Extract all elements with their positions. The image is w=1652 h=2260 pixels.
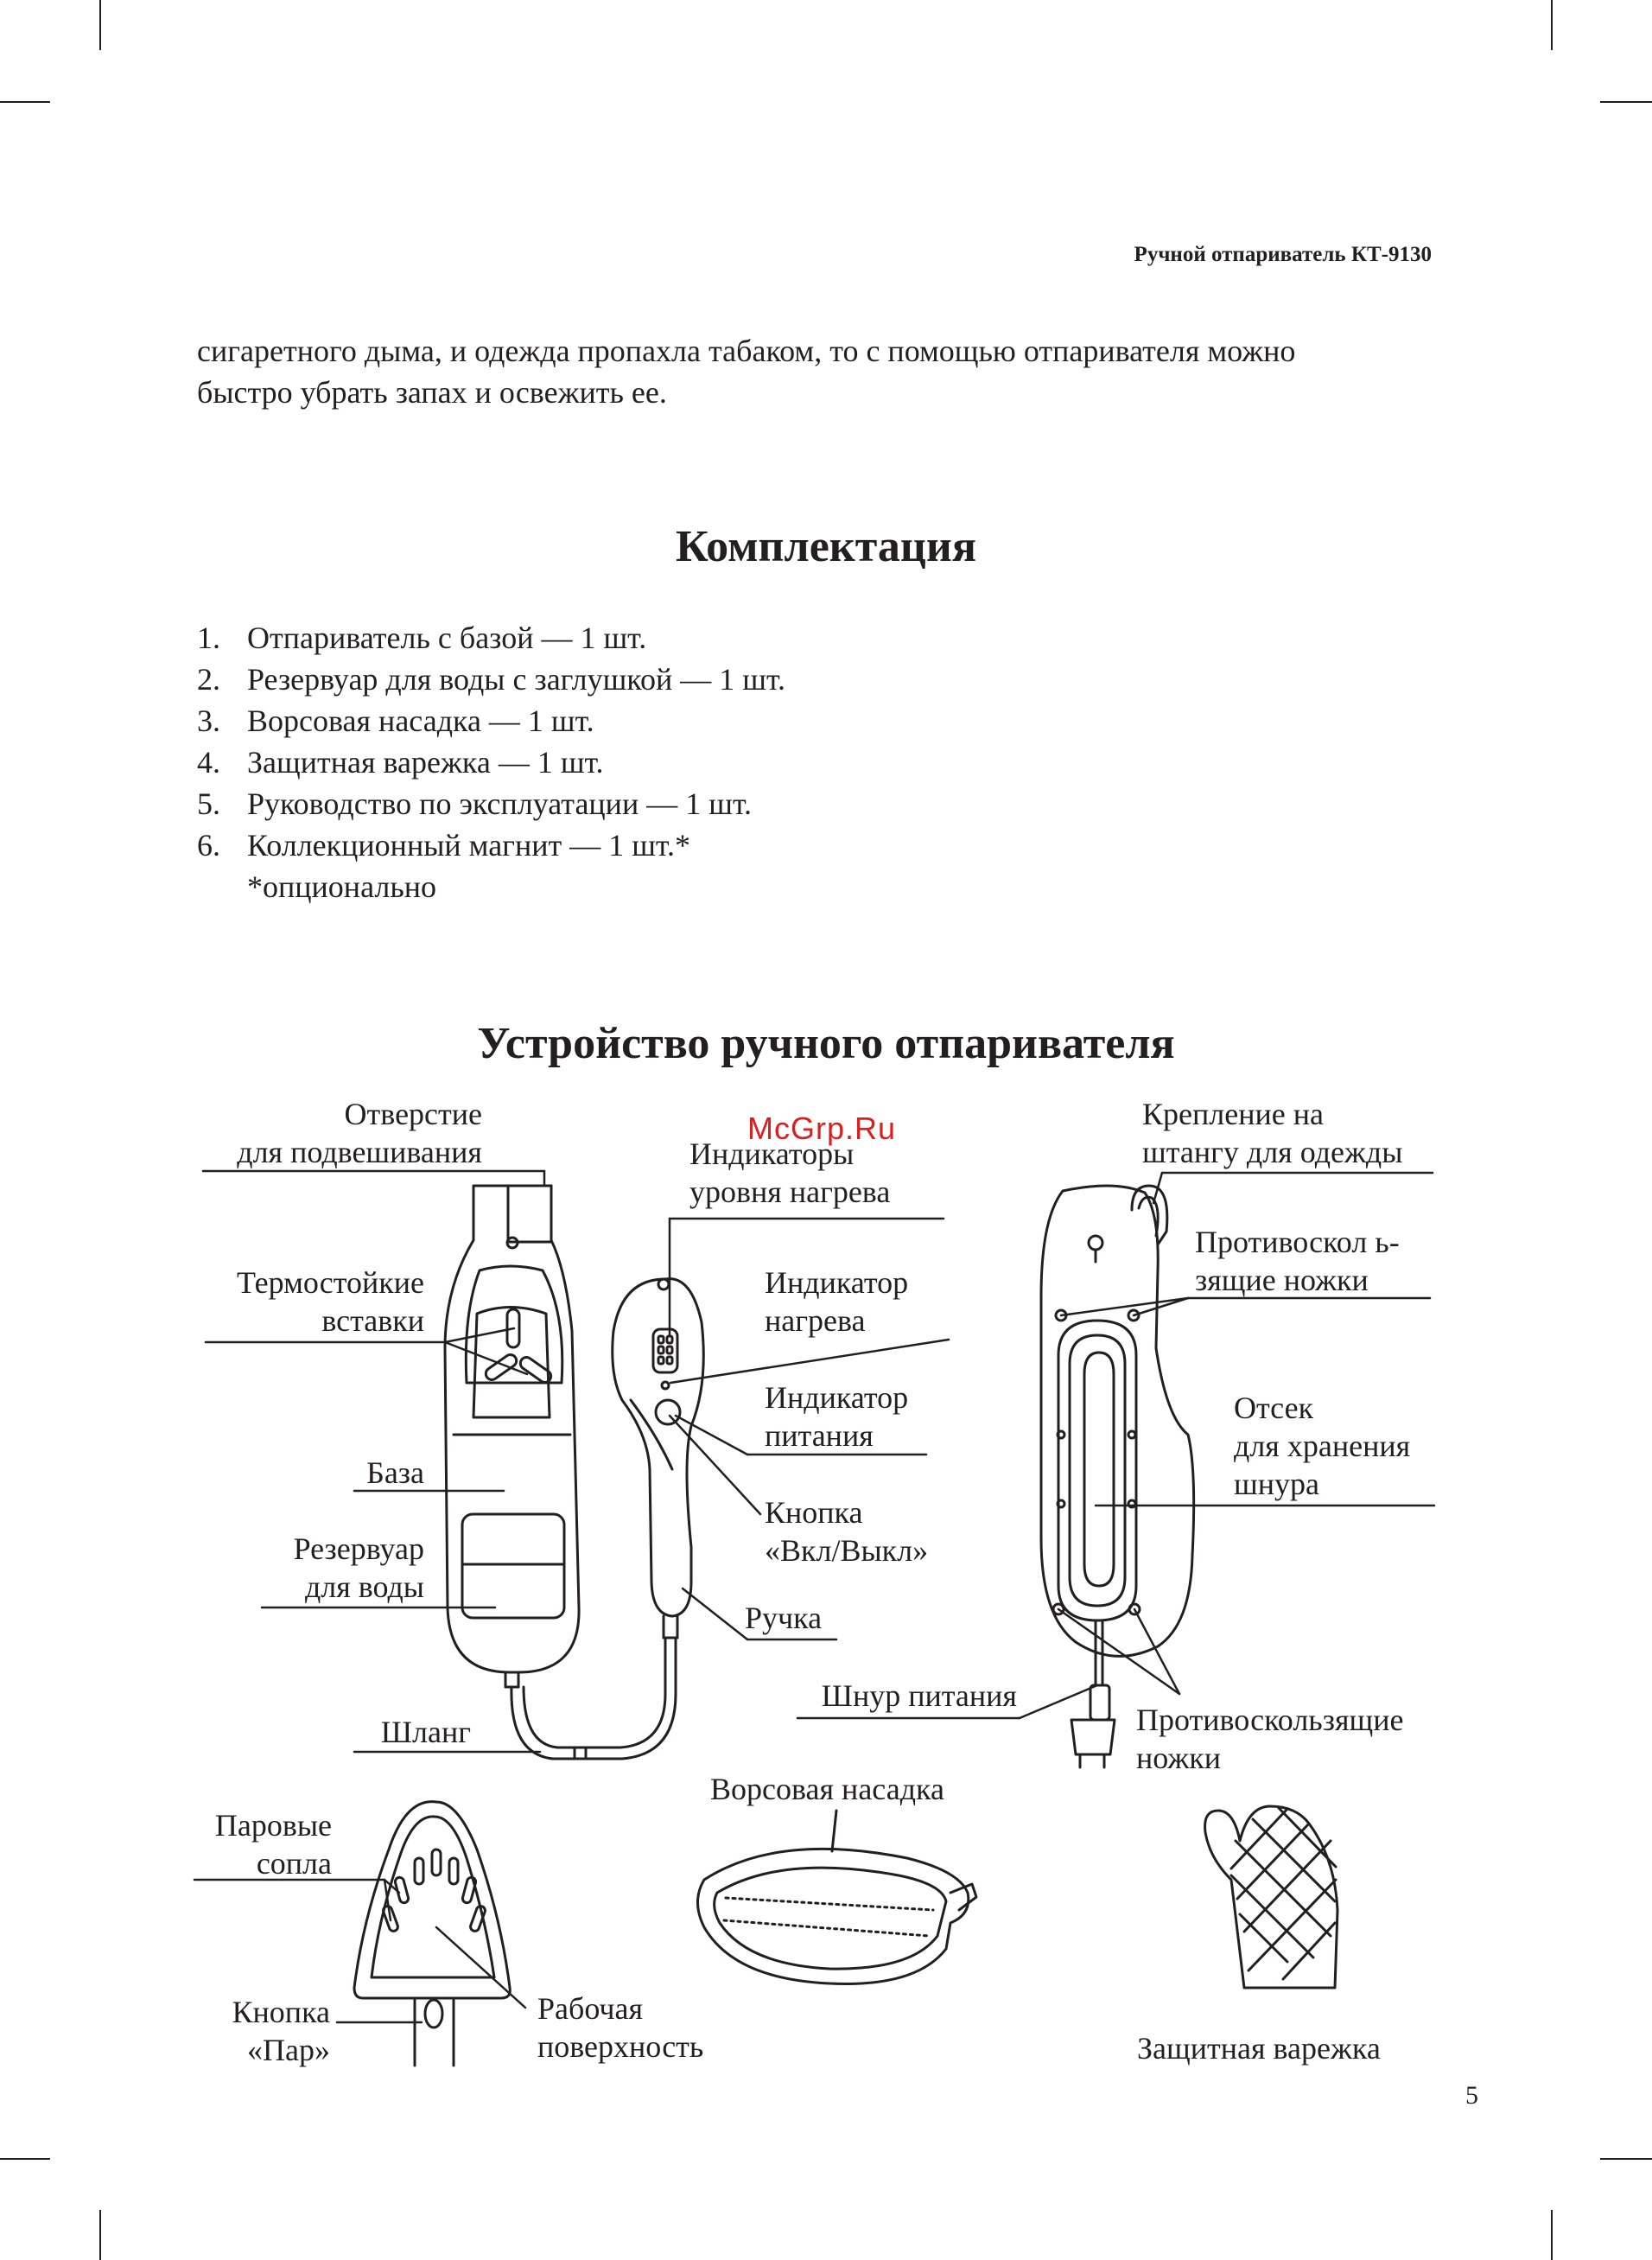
intro-line: сигаретного дыма, и одежда пропахла табаком, то с помощью отпаривателя можно (197, 334, 1296, 368)
list-item: 1. Отпариватель с базой — 1 шт. (197, 621, 647, 655)
label-power-indicator: Индикатор питания (765, 1380, 909, 1453)
label-hose: Шланг (380, 1715, 471, 1749)
kit-heading: Комплектация (676, 522, 976, 571)
device-heading: Устройство ручного отпаривателя (477, 1019, 1175, 1068)
running-header: Ручной отпариватель КТ-9130 (1134, 243, 1432, 266)
label-antislip-feet-top: Противоскол ь- зящие ножки (1195, 1225, 1400, 1297)
label-steam-nozzles: Паровые сопла (214, 1808, 332, 1881)
label-water-tank: Резервуар для воды (293, 1531, 424, 1604)
mitt-drawing (1205, 1806, 1337, 1988)
soleplate-drawing (354, 1802, 510, 2066)
list-item: 6. Коллекционный магнит — 1 шт.* (197, 828, 690, 863)
page-number: 5 (1465, 2081, 1478, 2110)
label-heat-level-indicators: Индикаторы уровня нагрева (689, 1136, 891, 1209)
label-handle: Ручка (745, 1601, 823, 1635)
list-item: 3. Ворсовая насадка — 1 шт. (197, 703, 594, 738)
label-heat-indicator: Индикатор нагрева (765, 1265, 909, 1338)
list-note: *опционально (247, 869, 437, 904)
watermark: McGrp.Ru (747, 1111, 897, 1146)
label-brush-attachment: Ворсовая насадка (710, 1772, 944, 1806)
label-base: База (366, 1455, 424, 1490)
label-steam-button: Кнопка «Пар» (232, 1995, 330, 2067)
hose-drawing (511, 1638, 676, 1759)
steamer-drawing (613, 1279, 704, 1638)
label-rail-mount: Крепление на штангу для одежды (1142, 1097, 1403, 1169)
intro-line: быстро убрать запах и освежить ее. (197, 375, 667, 410)
brush-drawing (698, 1811, 977, 1984)
label-working-surface: Рабочая поверхность (537, 1991, 704, 2064)
label-power-cord: Шнур питания (821, 1678, 1017, 1713)
base-unit-drawing (445, 1186, 579, 1687)
label-power-button: Кнопка «Вкл/Выкл» (765, 1495, 929, 1568)
label-antislip-feet-bottom: Противоскользящие ножки (1136, 1703, 1404, 1775)
list-item: 2. Резервуар для воды с заглушкой — 1 шт. (197, 662, 785, 697)
label-cord-storage: Отсек для хранения шнура (1234, 1391, 1411, 1501)
list-item: 4. Защитная варежка — 1 шт. (197, 745, 604, 780)
label-hanging-hole: Отверстие для подвешивания (237, 1097, 482, 1169)
label-protective-mitt: Защитная варежка (1137, 2031, 1381, 2066)
label-heat-inserts: Термостойкие вставки (237, 1265, 424, 1338)
list-item: 5. Руководство по эксплуатации — 1 шт. (197, 786, 752, 821)
